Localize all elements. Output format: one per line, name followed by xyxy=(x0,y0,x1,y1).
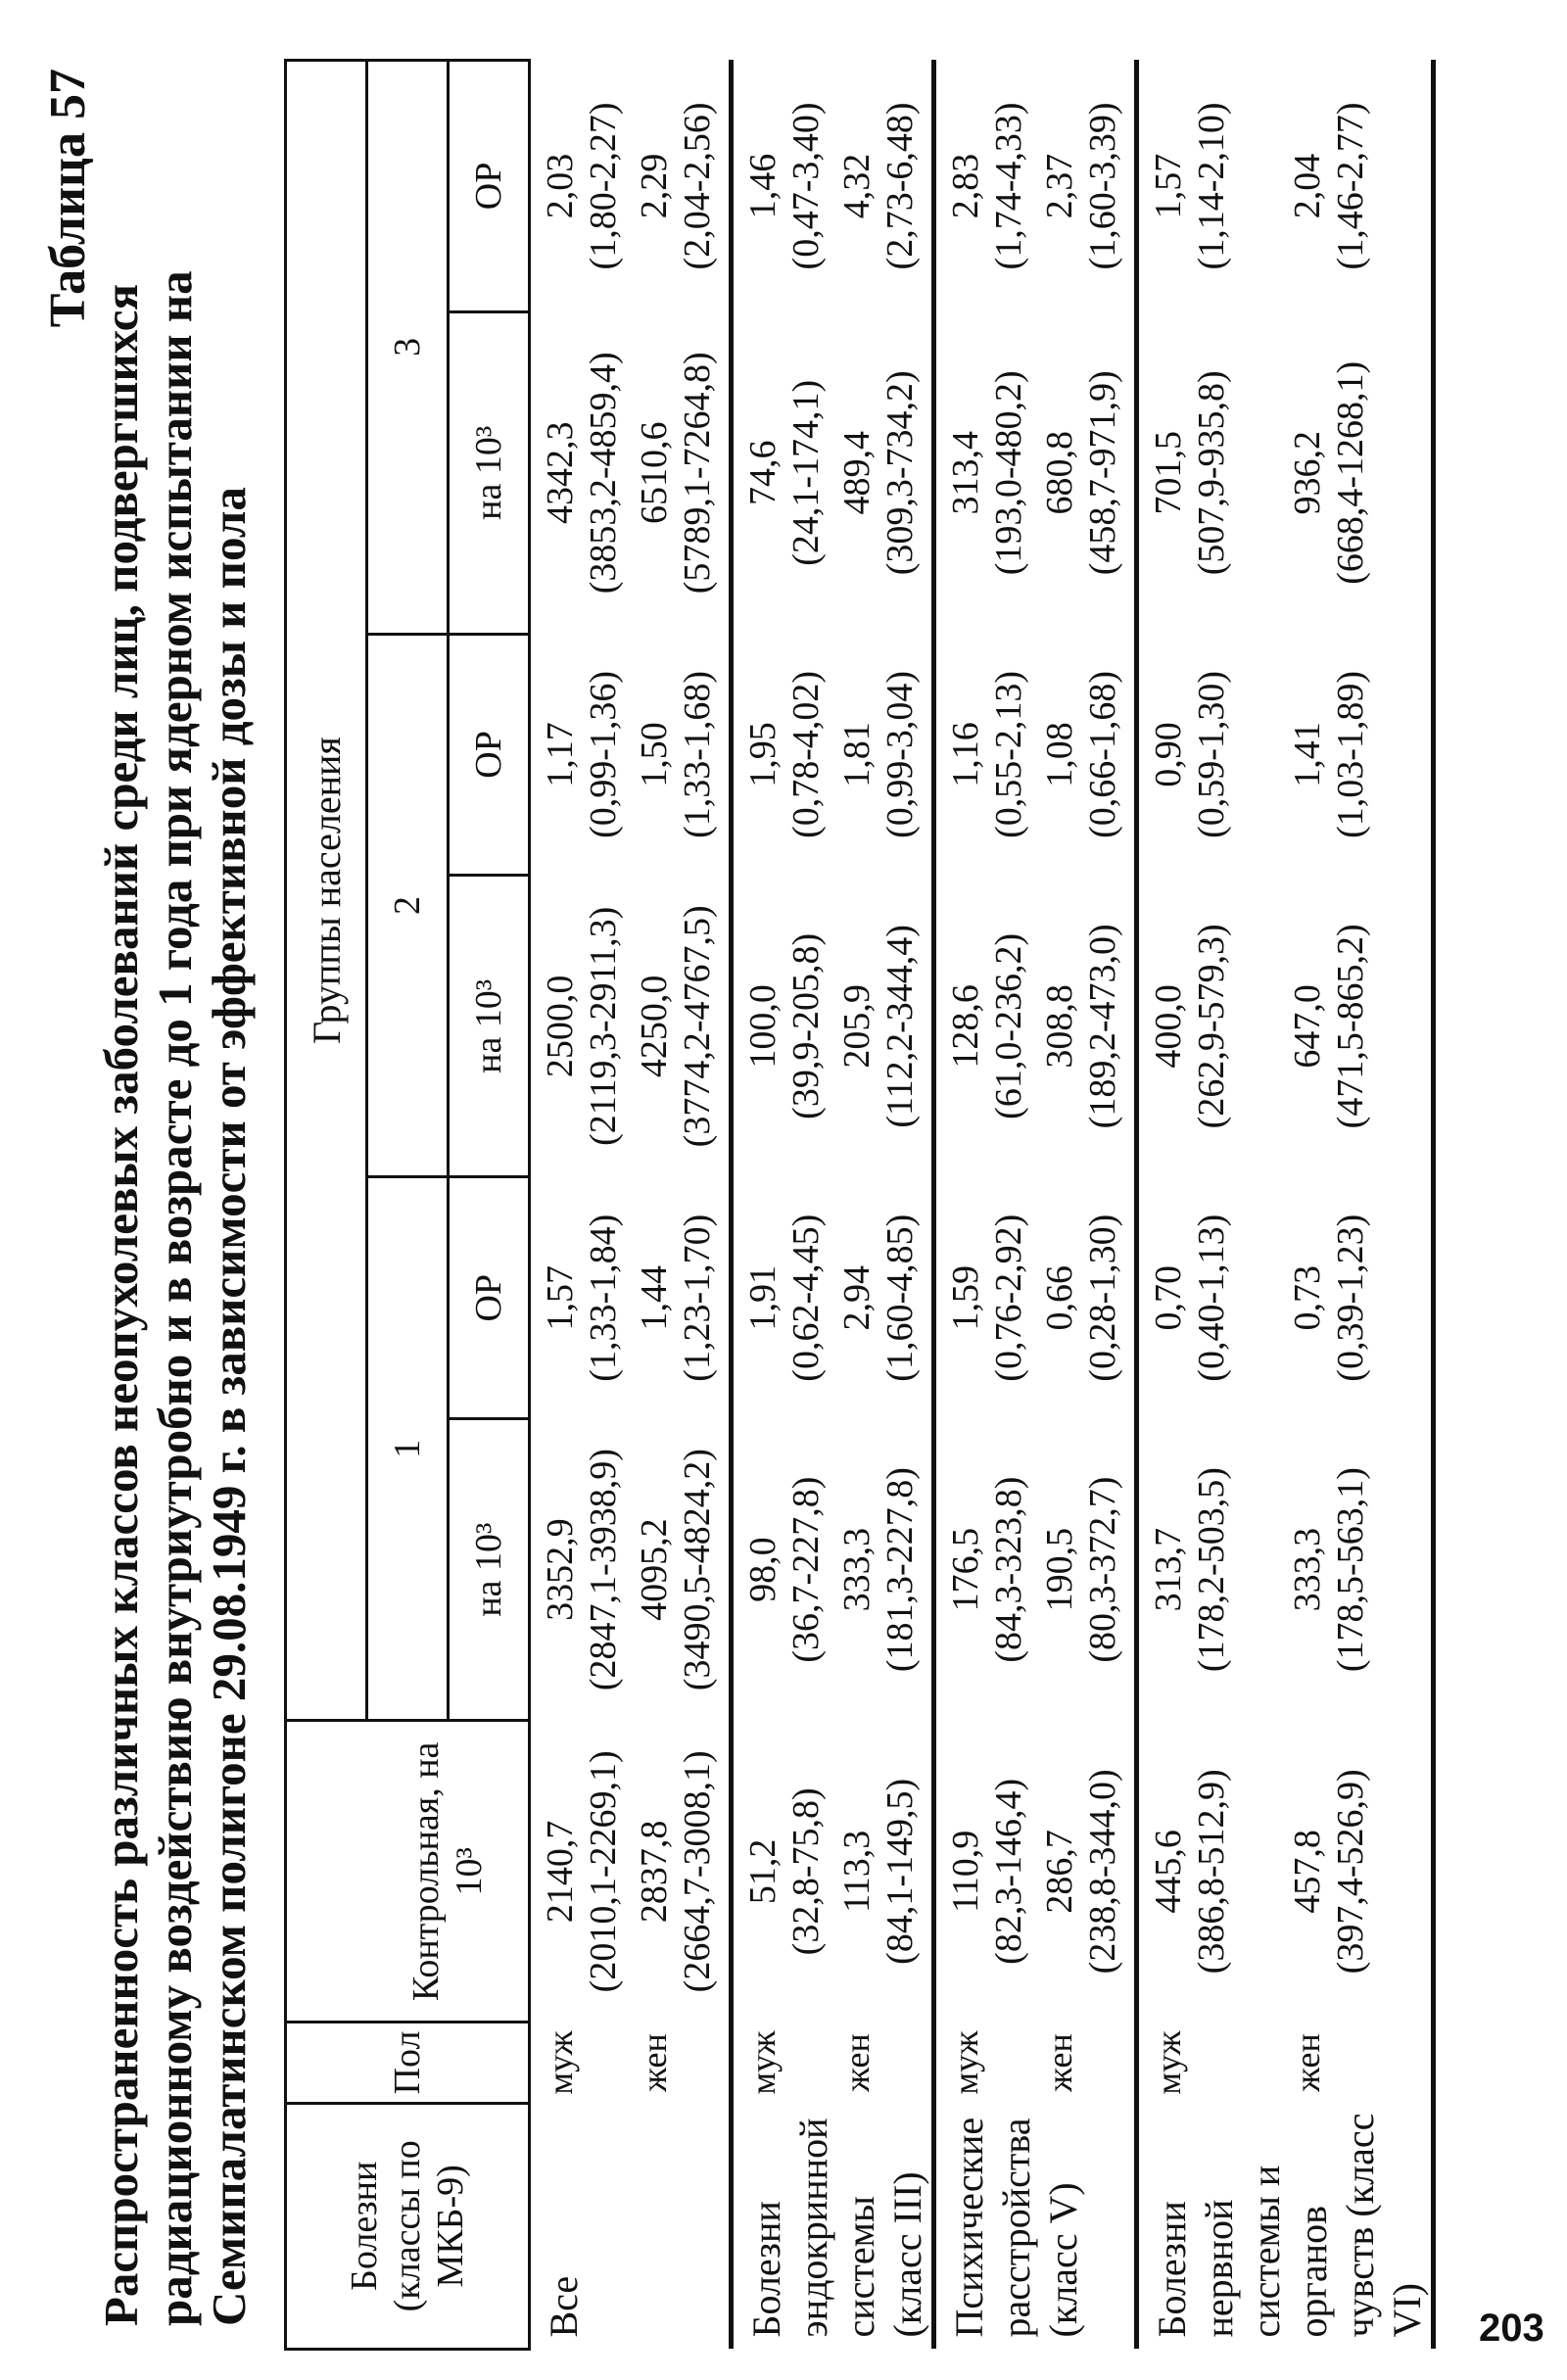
cell-value: 333,3 xyxy=(836,1527,878,1612)
cell-interval: (193,0-480,2) xyxy=(988,370,1029,576)
cell-value: 1,41 xyxy=(1286,722,1328,787)
cell-value: 1,44 xyxy=(634,1264,675,1331)
sex-label: муж xyxy=(541,2030,580,2095)
cell-value: 313,7 xyxy=(1148,1527,1189,1612)
cell-control xyxy=(1030,1721,1137,2023)
header-g3-or: ОР xyxy=(449,61,530,312)
cell-control xyxy=(625,1721,732,2023)
cell-interval: (238,8-344,0) xyxy=(1082,1769,1123,1975)
cell-g3 xyxy=(1137,311,1278,634)
cell-g2 xyxy=(625,876,732,1177)
cell-g3 xyxy=(1030,311,1137,634)
cell-value: 701,5 xyxy=(1148,431,1189,515)
header-sex: Пол xyxy=(286,2023,530,2103)
cell-interval: (1,60-3,39) xyxy=(1082,102,1123,270)
header-g2-per: на 10³ xyxy=(449,876,530,1177)
cell-g1 xyxy=(530,1419,626,1721)
header-g1-or: ОР xyxy=(449,1177,530,1419)
cell-value: 2,03 xyxy=(540,153,581,219)
cell-g1or xyxy=(934,1177,1031,1419)
table-row xyxy=(732,61,829,2350)
cell-interval: (61,0-236,2) xyxy=(988,932,1029,1119)
cell-control xyxy=(530,1721,626,2023)
cell-g2or xyxy=(625,634,732,876)
cell-interval: (178,2-503,5) xyxy=(1191,1467,1232,1673)
cell-interval: (39,9-205,8) xyxy=(785,932,827,1119)
cell-control xyxy=(1137,1721,1278,2023)
sex-label: жен xyxy=(1030,2023,1137,2103)
cell-value: 4342,3 xyxy=(540,421,581,525)
cell-g1or xyxy=(1137,1177,1278,1419)
cell-interval: (0,66-1,68) xyxy=(1082,670,1123,838)
cell-value: 1,57 xyxy=(540,1264,581,1331)
cell-value: 1,95 xyxy=(742,722,784,787)
cell-interval: (0,99-1,36) xyxy=(583,670,624,838)
cell-interval: (1,74-4,33) xyxy=(988,102,1029,270)
table-caption: Распространенность различных классов неопухолевых заболеваний среди лиц, подвергшихся радиационному воздействию внутриутробно и в возрасте до 1 года при ядерном испытании на Семипалатинском полигоне 29.08.1949 г. в зависимости от эффективной дозы и пола xyxy=(94,270,256,2326)
cell-value: 1,46 xyxy=(742,153,784,219)
cell-g3or xyxy=(828,61,934,312)
cell-value: 3352,9 xyxy=(540,1518,581,1621)
cell-value: 457,8 xyxy=(1286,1830,1328,1914)
cell-interval: (0,28-1,30) xyxy=(1082,1214,1123,1382)
cell-value: 128,6 xyxy=(945,984,986,1069)
cell-interval: (1,33-1,84) xyxy=(583,1214,624,1382)
cell-value: 400,0 xyxy=(1148,984,1189,1069)
sex-label: муж xyxy=(743,2030,783,2095)
cell-interval: (2847,1-3938,9) xyxy=(583,1449,624,1691)
cell-interval: (24,1-174,1) xyxy=(785,379,827,566)
cell-g3 xyxy=(934,311,1031,634)
cell-control xyxy=(828,1721,934,2023)
cell-value: 74,6 xyxy=(742,440,784,506)
cell-value: 0,70 xyxy=(1148,1264,1189,1331)
table-body xyxy=(530,61,1434,2350)
cell-interval: (1,80-2,27) xyxy=(583,102,624,270)
cell-g3or xyxy=(530,61,626,312)
cell-value: 2,04 xyxy=(1286,153,1328,219)
cell-interval: (1,23-1,70) xyxy=(677,1214,718,1382)
cell-value: 680,8 xyxy=(1039,431,1080,515)
cell-interval: (3853,2-4859,4) xyxy=(583,352,624,595)
cell-value: 2140,7 xyxy=(540,1820,581,1924)
cell-value: 1,17 xyxy=(540,722,581,787)
cell-value: 313,4 xyxy=(945,431,986,515)
cell-value: 176,5 xyxy=(945,1527,986,1612)
cell-value: 445,6 xyxy=(1148,1830,1189,1914)
cell-interval: (2,04-2,56) xyxy=(677,102,718,270)
cell-g3or xyxy=(934,61,1031,312)
cell-g2or xyxy=(1030,634,1137,876)
header-groups: Группы населения xyxy=(286,61,367,1721)
cell-g3or xyxy=(1278,61,1434,312)
cell-interval: (2119,3-2911,3) xyxy=(583,906,624,1146)
cell-interval: (2664,7-3008,1) xyxy=(677,1750,718,1993)
cell-interval: (84,1-149,5) xyxy=(879,1778,921,1965)
cell-value: 51,2 xyxy=(742,1838,784,1905)
cell-interval: (1,60-4,85) xyxy=(879,1214,921,1382)
cell-value: 1,81 xyxy=(836,722,878,787)
cell-interval: (0,40-1,13) xyxy=(1191,1214,1232,1382)
cell-interval: (112,2-344,4) xyxy=(879,925,921,1128)
table-row xyxy=(934,61,1031,2350)
header-group-3: 3 xyxy=(367,61,449,635)
cell-interval: (2,73-6,48) xyxy=(879,102,921,270)
disease-class: Болезни нервной системы и органов чувств (класс VI) xyxy=(1137,2103,1434,2349)
sex-label: жен xyxy=(625,2023,732,2103)
cell-g1 xyxy=(732,1419,829,1721)
cell-value: 110,9 xyxy=(945,1830,986,1913)
cell-interval: (309,3-734,2) xyxy=(879,370,921,576)
sex-label: муж xyxy=(946,2030,985,2095)
cell-value: 936,2 xyxy=(1286,431,1328,515)
cell-g2 xyxy=(530,876,626,1177)
table-row xyxy=(1030,61,1137,2350)
cell-value: 308,8 xyxy=(1039,984,1080,1069)
cell-interval: (32,8-75,8) xyxy=(785,1787,827,1956)
cell-interval: (84,3-323,8) xyxy=(988,1476,1029,1663)
cell-value: 2,83 xyxy=(945,153,986,219)
table-row xyxy=(1137,61,1278,2350)
cell-interval: (2010,1-2269,1) xyxy=(583,1750,624,1993)
sex-label: муж xyxy=(1149,2030,1188,2095)
cell-value: 2,94 xyxy=(836,1264,878,1331)
table-row xyxy=(530,61,626,2350)
cell-interval: (178,5-563,1) xyxy=(1329,1467,1371,1673)
cell-g1or xyxy=(828,1177,934,1419)
cell-value: 1,91 xyxy=(742,1264,784,1331)
cell-g1or xyxy=(732,1177,829,1419)
cell-g3or xyxy=(625,61,732,312)
cell-g1 xyxy=(1278,1419,1434,1721)
cell-interval: (5789,1-7264,8) xyxy=(677,352,718,595)
cell-interval: (82,3-146,4) xyxy=(988,1778,1029,1965)
cell-g3or xyxy=(1137,61,1278,312)
cell-interval: (262,9-579,3) xyxy=(1191,924,1232,1129)
cell-interval: (668,4-1268,1) xyxy=(1329,360,1371,585)
cell-interval: (1,33-1,68) xyxy=(677,670,718,838)
cell-g1or xyxy=(1030,1177,1137,1419)
cell-interval: (0,55-2,13) xyxy=(988,670,1029,838)
cell-interval: (0,78-4,02) xyxy=(785,670,827,838)
cell-g1or xyxy=(530,1177,626,1419)
cell-value: 1,59 xyxy=(945,1264,986,1331)
cell-interval: (458,7-971,9) xyxy=(1082,370,1123,576)
header-g1-per: на 10³ xyxy=(449,1419,530,1721)
cell-interval: (1,14-2,10) xyxy=(1191,102,1232,270)
cell-g2 xyxy=(1278,876,1434,1177)
cell-g3 xyxy=(530,311,626,634)
cell-interval: (80,3-372,7) xyxy=(1082,1476,1123,1663)
cell-g3or xyxy=(1030,61,1137,312)
cell-interval: (471,5-865,2) xyxy=(1329,924,1371,1129)
cell-value: 0,66 xyxy=(1039,1264,1080,1331)
cell-g1 xyxy=(828,1419,934,1721)
header-row-1 xyxy=(286,61,367,2350)
cell-value: 333,3 xyxy=(1286,1527,1328,1612)
cell-g1 xyxy=(1030,1419,1137,1721)
data-table xyxy=(284,59,1436,2351)
cell-interval: (0,99-3,04) xyxy=(879,670,921,838)
header-g3-per: на 10³ xyxy=(449,311,530,634)
cell-g2 xyxy=(1030,876,1137,1177)
cell-value: 113,3 xyxy=(836,1830,878,1913)
cell-g3 xyxy=(625,311,732,634)
header-g2-or: ОР xyxy=(449,634,530,876)
cell-interval: (189,2-473,0) xyxy=(1082,924,1123,1129)
cell-value: 1,50 xyxy=(634,722,675,787)
cell-g1 xyxy=(625,1419,732,1721)
page-number: 203 xyxy=(1479,2307,1544,2350)
header-disease: Болезни (классы по МКБ-9) xyxy=(286,2103,530,2349)
cell-value: 1,16 xyxy=(945,722,986,787)
cell-value: 4095,2 xyxy=(634,1518,675,1621)
cell-interval: (0,47-3,40) xyxy=(785,102,827,270)
table-row xyxy=(1278,61,1434,2350)
cell-g2 xyxy=(732,876,829,1177)
cell-g2or xyxy=(530,634,626,876)
cell-interval: (36,7-227,8) xyxy=(785,1476,827,1663)
cell-value: 4250,0 xyxy=(634,975,675,1078)
header-group-1: 1 xyxy=(367,1177,449,1721)
cell-g2 xyxy=(828,876,934,1177)
cell-g1 xyxy=(1137,1419,1278,1721)
cell-value: 2,37 xyxy=(1039,153,1080,219)
cell-interval: (507,9-935,8) xyxy=(1191,370,1232,576)
cell-g3 xyxy=(1278,311,1434,634)
cell-interval: (0,59-1,30) xyxy=(1191,670,1232,838)
table-number: Таблица 57 xyxy=(40,69,96,328)
header-control-top xyxy=(286,1721,367,2023)
cell-g1or xyxy=(625,1177,732,1419)
cell-control xyxy=(934,1721,1031,2023)
cell-g2or xyxy=(1278,634,1434,876)
cell-g3 xyxy=(732,311,829,634)
cell-g2or xyxy=(828,634,934,876)
header-control: Контрольная, на 10³ xyxy=(367,1721,530,2023)
cell-g3or xyxy=(732,61,829,312)
cell-interval: (3490,5-4824,2) xyxy=(677,1449,718,1691)
cell-value: 98,0 xyxy=(742,1537,784,1602)
table-row xyxy=(625,61,732,2350)
cell-value: 0,90 xyxy=(1148,722,1189,787)
cell-value: 647,0 xyxy=(1286,984,1328,1069)
cell-g2or xyxy=(934,634,1031,876)
cell-value: 1,08 xyxy=(1039,722,1080,787)
cell-value: 205,9 xyxy=(836,984,878,1069)
cell-control xyxy=(1278,1721,1434,2023)
header-group-2: 2 xyxy=(367,634,449,1177)
cell-interval: (1,03-1,89) xyxy=(1329,670,1371,838)
cell-value: 2837,8 xyxy=(634,1820,675,1924)
cell-interval: (386,8-512,9) xyxy=(1191,1769,1232,1975)
cell-g1 xyxy=(934,1419,1031,1721)
cell-value: 2500,0 xyxy=(540,975,581,1078)
cell-value: 100,0 xyxy=(742,984,784,1069)
cell-value: 6510,6 xyxy=(634,421,675,525)
cell-interval: (0,62-4,45) xyxy=(785,1214,827,1382)
cell-g2 xyxy=(934,876,1031,1177)
cell-value: 286,7 xyxy=(1039,1830,1080,1914)
sex-label: жен xyxy=(1278,2023,1434,2103)
disease-class: Болезни эндокринной системы (класс III) xyxy=(732,2103,934,2349)
cell-interval: (1,46-2,77) xyxy=(1329,102,1371,270)
disease-class: Все xyxy=(530,2103,732,2349)
cell-interval: (0,76-2,92) xyxy=(988,1214,1029,1382)
cell-interval: (3774,2-4767,5) xyxy=(677,905,718,1148)
cell-value: 190,5 xyxy=(1039,1527,1080,1612)
cell-g2or xyxy=(1137,634,1278,876)
cell-g2or xyxy=(732,634,829,876)
table-row xyxy=(828,61,934,2350)
cell-interval: (0,39-1,23) xyxy=(1329,1214,1371,1382)
cell-g2 xyxy=(1137,876,1278,1177)
cell-value: 2,29 xyxy=(634,153,675,219)
header-row-2 xyxy=(367,61,449,2350)
cell-interval: (181,3-227,8) xyxy=(879,1467,921,1673)
sex-label: жен xyxy=(828,2023,934,2103)
cell-value: 1,57 xyxy=(1148,153,1189,219)
cell-value: 4,32 xyxy=(836,153,878,219)
cell-g3 xyxy=(828,311,934,634)
cell-g1or xyxy=(1278,1177,1434,1419)
cell-control xyxy=(732,1721,829,2023)
cell-interval: (397,4-526,9) xyxy=(1329,1769,1371,1975)
cell-value: 0,73 xyxy=(1286,1264,1328,1331)
cell-value: 489,4 xyxy=(836,431,878,515)
disease-class: Психические расстройства (класс V) xyxy=(934,2103,1137,2349)
